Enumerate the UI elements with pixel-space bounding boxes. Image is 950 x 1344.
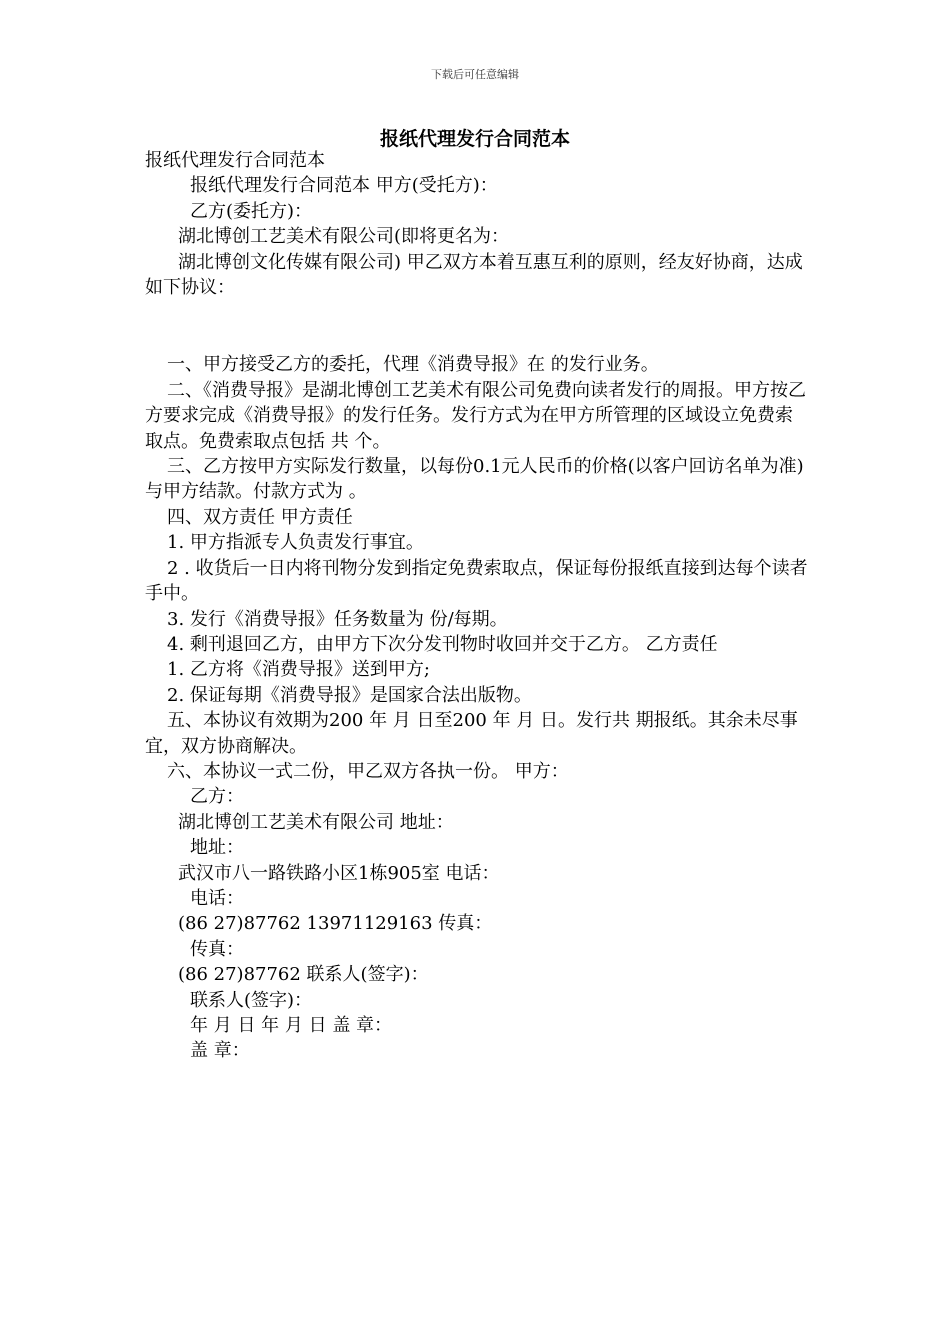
paragraph: 湖北博创文化传媒有限公司) 甲乙双方本着互惠互利的原则，经友好协商，达成如下协议： [145, 251, 803, 299]
paragraph: 三、乙方按甲方实际发行数量，以每份0.1元人民币的价格(以客户回访名单为准)与甲方结款。付款方式为 。 [145, 456, 804, 503]
paragraph: 报纸代理发行合同范本 [145, 150, 325, 171]
paragraph: 年 月 日 年 月 日 盖 章： [190, 1015, 393, 1036]
paragraph: 2. 保证每期《消费导报》是国家合法出版物。 [167, 684, 532, 706]
paragraph: 盖 章： [190, 1040, 250, 1062]
paragraph-gap [145, 300, 810, 352]
paragraph: 五、本协议有效期为200 年 月 日至200 年 月 日。发行共 期报纸。其余未尽事宜，双方协商解决。 [145, 710, 798, 757]
paragraph: 报纸代理发行合同范本 甲方(受托方)： [190, 175, 498, 197]
paragraph: 联系人(签字)： [190, 989, 313, 1011]
paragraph: 3. 发行《消费导报》任务数量为 份/每期。 [167, 608, 508, 630]
paragraph: 六、本协议一式二份，甲乙双方各执一份。 甲方： [167, 760, 569, 782]
paragraph: 电话： [190, 887, 244, 909]
paragraph: 武汉市八一路铁路小区1栋905室 电话： [178, 862, 500, 884]
paragraph: 一、甲方接受乙方的委托，代理《消费导报》在 的发行业务。 [167, 354, 659, 376]
paragraph: 乙方(委托方)： [190, 200, 313, 222]
paragraph: 乙方： [190, 786, 244, 808]
document-body [145, 148, 810, 1064]
paragraph: 2 . 收货后一日内将刊物分发到指定免费索取点，保证每份报纸直接到达每个读者手中。 [145, 557, 808, 605]
paragraph: 1. 乙方将《消费导报》送到甲方; [167, 659, 430, 681]
paragraph: 1. 甲方指派专人负责发行事宜。 [167, 532, 424, 554]
paragraph: 传真： [190, 938, 244, 960]
paragraph: 湖北博创工艺美术有限公司 地址： [178, 811, 454, 833]
paragraph: 湖北博创工艺美术有限公司(即将更名为： [178, 226, 510, 248]
paragraph: 4. 剩刊退回乙方，由甲方下次分发刊物时收回并交于乙方。 乙方责任 [167, 633, 718, 655]
paragraph: 四、双方责任 甲方责任 [167, 506, 353, 528]
paragraph: (86 27)87762 联系人(签字)： [178, 964, 429, 986]
document-title: 报纸代理发行合同范本 [379, 128, 570, 150]
paragraph: (86 27)87762 13971129163 传真： [178, 913, 493, 935]
paragraph: 地址： [190, 837, 244, 859]
paragraph: 二、《消费导报》是湖北博创工艺美术有限公司免费向读者发行的周报。甲方按乙方要求完成《消费导报》的发行任务。发行方式为在甲方所管理的区域设立免费索取点。免费索取点包括 共 个。 [145, 379, 806, 452]
header-note: 下载后可任意编辑 [431, 68, 519, 81]
